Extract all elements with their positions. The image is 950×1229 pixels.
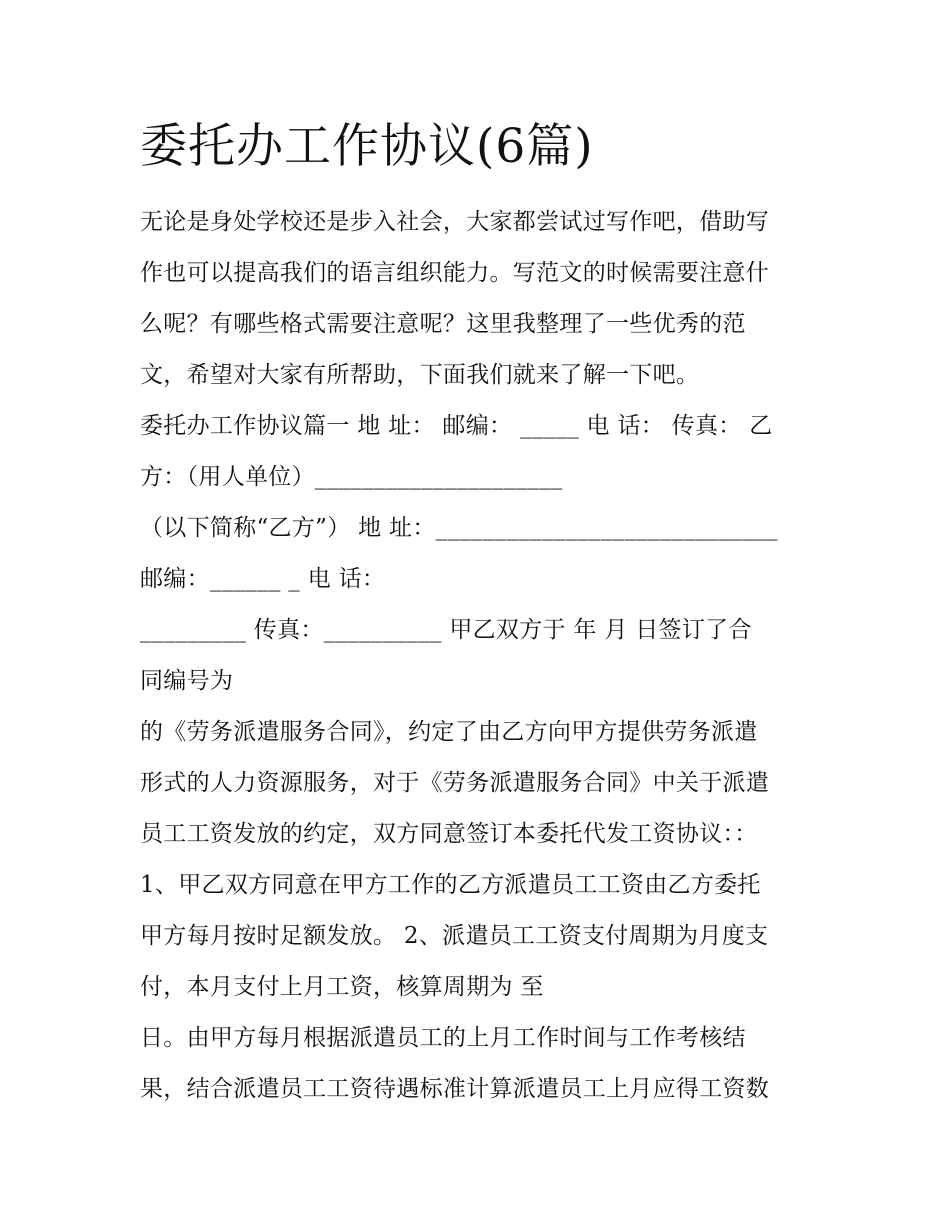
body-line: 付，本月支付上月工资，核算周期为 至 <box>140 974 544 1000</box>
document-body <box>140 197 820 1115</box>
body-line: 么呢？有哪些格式需要注意呢？这里我整理了一些优秀的范 <box>140 311 746 337</box>
body-line: 日。由甲方每月根据派遣员工的上月工作时间与工作考核结 <box>140 1025 746 1051</box>
body-line: 甲方每月按时足额发放。 2、派遣员工工资支付周期为月度支 <box>140 923 769 949</box>
body-line: 果，结合派遣员工工资待遇标准计算派遣员工上月应得工资数 <box>140 1076 770 1102</box>
body-line: 邮编：______ _ 电 话： <box>140 566 386 592</box>
document-title: 委托办工作协议(6篇) <box>140 119 594 174</box>
body-line: 员工工资发放的约定，双方同意签订本委托代发工资协议：： <box>140 821 758 847</box>
body-line: _________ 传真：__________ 甲乙双方于 年 月 日签订了合 <box>140 617 752 643</box>
body-line: 作也可以提高我们的语言组织能力。写范文的时候需要注意什 <box>140 260 770 286</box>
body-line: 同编号为 <box>140 668 234 694</box>
body-line: 方：（用人单位）_____________________ <box>140 464 563 490</box>
body-line: 1、甲乙双方同意在甲方工作的乙方派遣员工工资由乙方委托 <box>140 872 761 898</box>
body-line: 文，希望对大家有所帮助，下面我们就来了解一下吧。 <box>140 362 700 388</box>
body-line: 委托办工作协议篇一 地 址： 邮编： _____ 电 话： 传真： 乙 <box>140 413 773 439</box>
body-line: （以下简称“乙方”） 地 址：_____________________________ <box>140 515 778 541</box>
body-line: 的《劳务派遣服务合同》，约定了由乙方向甲方提供劳务派遣 <box>140 719 758 745</box>
body-line: 无论是身处学校还是步入社会，大家都尝试过写作吧，借助写 <box>140 209 770 235</box>
body-line: 形式的人力资源服务，对于《劳务派遣服务合同》中关于派遣 <box>140 770 770 796</box>
